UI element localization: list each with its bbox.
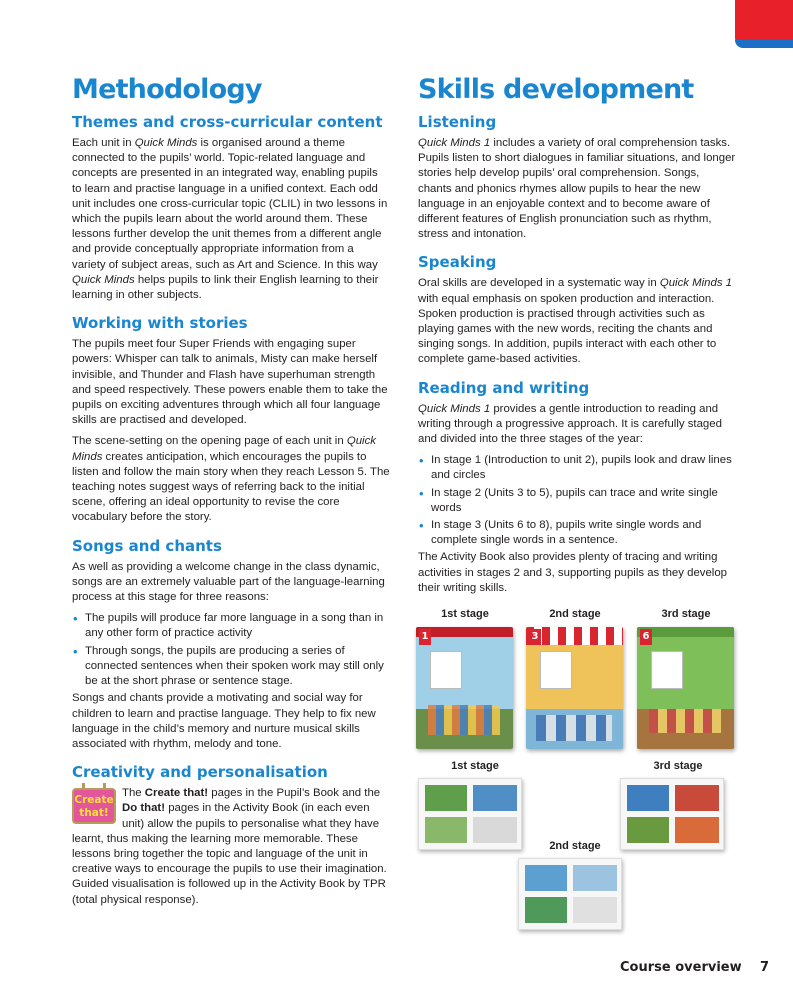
skills-column bbox=[418, 72, 736, 596]
pupil-book-cover-3-image: 6 bbox=[637, 627, 734, 749]
activity-book-spread-1-image bbox=[418, 778, 522, 850]
themes-heading: Themes and cross-curricular content bbox=[72, 113, 383, 131]
stories-paragraph-1: The pupils meet four Super Friends with engaging super powers: Whisper can talk to animals, Misty can make herself invisible, and Thunder and Flash have superhuman strength and speed respectively. These powers enable them to take the pupils on exciting adventures through which all four language skills are practised and developed. bbox=[72, 338, 388, 427]
songs-paragraph-2: Songs and chants provide a motivating and social way for children to learn and practise language. They help to fix new language in the child’s memory and nurture musical skills associated with rhythm, melody and tone. bbox=[72, 692, 376, 750]
songs-bullet-2: • Through songs, the pupils are producing a series of connected sentences when their spoken work may still only be at the short phrase or sentence stage. bbox=[72, 644, 390, 690]
methodology-column bbox=[72, 72, 390, 908]
listening-heading: Listening bbox=[418, 113, 497, 131]
listening-paragraph: Quick Minds 1 includes a variety of oral comprehension tasks. Pupils listen to short dialogues in familiar situations, and longer stories help develop pupils’ oral comprehension. Songs, chants and phonics rhymes allow pupils to hear the new language in an enjoyable context and to become aware of different features of English pronunciation such as rhythm, stress and intonation. bbox=[418, 137, 736, 241]
pupil-book-label-3: 3rd stage bbox=[661, 608, 711, 620]
pupil-book-cover-1-image: 1 bbox=[416, 627, 513, 749]
pupil-book-label-2: 2nd stage bbox=[549, 608, 601, 620]
activity-book-spread-2-image bbox=[518, 858, 622, 930]
themes-paragraph: Each unit in Quick Minds is organised around a theme connected to the pupils’ world. Topic-related language and concepts are presented in an integrated way, enabling pupils to learn and practise language in a unified context. Each odd unit includes one cross-curricular topic (CLIL) in two lessons in which the pupils learn about the world around them. These lessons further develop the unit themes from a different angle and provide conceptually appropriate information from a variety of subject areas, such as Art and Science. In this way Quick Minds helps pupils to link their English learning to their learning in other subjects. bbox=[72, 137, 388, 302]
creativity-paragraph: The Create that! pages in the Pupil’s Book and the Do that! pages in the Activity Book (in each even unit) allow the pupils to personalise what they have learnt, thus making the learning more memorable. These lessons bring together the topic and language of the unit in creative ways to encourage the pupils to use their imagination. Guided visualisation is followed up in the Activity Book by TPR (total physical response). bbox=[72, 787, 387, 906]
activity-book-label-3: 3rd stage bbox=[653, 760, 703, 772]
activity-book-label-2: 2nd stage bbox=[549, 840, 601, 852]
reading-list bbox=[418, 453, 736, 548]
skills-title: Skills development bbox=[418, 74, 694, 105]
speaking-heading: Speaking bbox=[418, 253, 497, 272]
stories-paragraph-2: The scene-setting on the opening page of each unit in Quick Minds creates anticipation, which encourages the pupils to listen and follow the main story when they reach Lesson 5. The teaching notes suggest ways of referring back to the initial scene, offering an ideal opportunity to revise the core vocabulary before the story. bbox=[72, 435, 390, 524]
activity-book-spread-3-image bbox=[620, 778, 724, 850]
reading-paragraph: Quick Minds 1 provides a gentle introduction to reading and writing through a progressive approach. It is carefully staged and divided into the three stages of the year: bbox=[418, 402, 722, 446]
corner-tab-edge bbox=[735, 40, 793, 48]
footer-title: Course overview bbox=[620, 960, 742, 975]
pupil-book-label-1: 1st stage bbox=[441, 608, 489, 620]
songs-paragraph-1: As well as providing a welcome change in the class dynamic, songs are an extremely valuable part of the language-learning process at this stage for three reasons: bbox=[72, 560, 385, 604]
page-number: 7 bbox=[760, 960, 770, 975]
songs-bullet-1: • The pupils will produce far more language in a song than in any other form of practice activity bbox=[72, 611, 390, 641]
reading-bullet-1: • In stage 1 (Introduction to unit 2), pupils look and draw lines and circles bbox=[418, 453, 736, 483]
activity-book-label-1: 1st stage bbox=[451, 760, 499, 772]
create-that-badge-icon: Create that! bbox=[72, 788, 116, 824]
speaking-paragraph: Oral skills are developed in a systematic way in Quick Minds 1 with equal emphasis on spoken production and interaction. Spoken production is practised through activities such as playing games with the new words, reciting the chants and singing songs. In addition, pupils interact with each other to complete game-based activities. bbox=[418, 277, 733, 366]
creativity-heading: Creativity and personalisation bbox=[72, 763, 328, 782]
reading-bullet-2: • In stage 2 (Units 3 to 5), pupils can trace and write single words bbox=[418, 486, 736, 516]
methodology-title: Methodology bbox=[72, 74, 262, 105]
songs-list bbox=[72, 611, 390, 689]
reading-paragraph-2: The Activity Book also provides plenty of tracing and writing activities in stages 2 and 3, supporting pupils as they develop their writing skills. bbox=[418, 551, 728, 594]
songs-heading: Songs and chants bbox=[72, 536, 222, 555]
reading-bullet-3: • In stage 3 (Units 6 to 8), pupils write single words and complete single words in a sentence. bbox=[418, 518, 736, 548]
reading-heading: Reading and writing bbox=[418, 378, 590, 397]
stories-heading: Working with stories bbox=[72, 314, 248, 333]
pupil-book-cover-2-image: 3 bbox=[526, 627, 623, 749]
